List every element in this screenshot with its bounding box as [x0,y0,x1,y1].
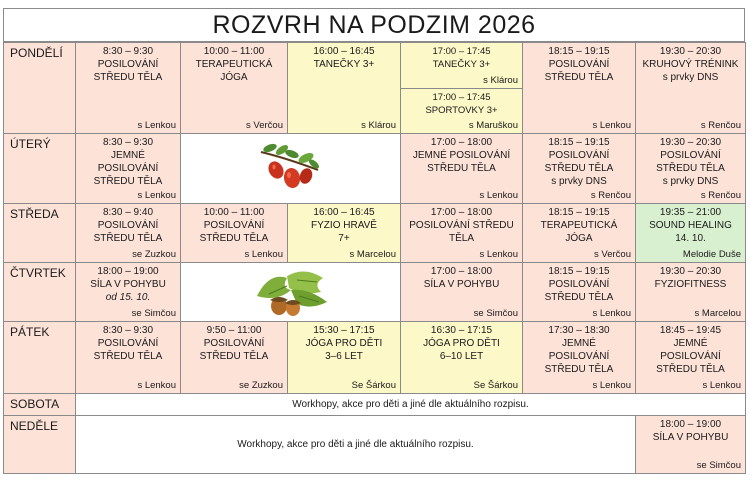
schedule-title: ROZVRH NA PODZIM 2026 [3,8,745,42]
class-name: s prvky DNS [662,176,719,187]
class-time: 8:30 – 9:40 [102,207,154,218]
class-instructor: s Lenkou [479,249,518,260]
class-name: STŘEDU TĚLA [544,72,614,83]
day-saturday: SOBOTA [4,394,76,416]
class-name: POSILOVÁNÍ [548,351,610,362]
oak-leaves-acorns-icon [247,266,335,318]
class-time: 15:30 – 17:15 [313,325,375,336]
row-sunday [4,416,746,474]
class-instructor: s Lenkou [244,249,283,260]
class-instructor: se Zuzkou [239,380,283,391]
class-time: 10:00 – 11:00 [203,46,265,57]
class-name: TANEČKY 3+ [432,59,491,70]
class-cell [181,43,288,134]
schedule-sheet [3,8,745,488]
class-time: 17:00 – 18:00 [430,137,493,148]
class-name: POSILOVÁNÍ [203,220,265,231]
class-name: JÓGA PRO DĚTI [305,338,383,349]
class-name: TĚLA [448,233,474,244]
class-instructor: s Klárou [361,120,396,131]
class-instructor: s Maruškou [468,120,518,131]
class-name: JÓGA [565,233,593,244]
class-name: TANEČKY 3+ [313,59,375,70]
class-name: 3–6 LET [325,351,363,362]
class-instructor: s Renčou [700,120,741,131]
row-monday [4,43,746,89]
class-time: 18:15 – 19:15 [548,137,610,148]
class-time: 18:15 – 19:15 [548,266,610,277]
class-cell [636,263,746,322]
day-tuesday: ÚTERÝ [4,134,76,204]
class-name: STŘEDU TĚLA [544,292,614,303]
class-name: STŘEDU TĚLA [656,364,725,375]
class-time: 10:00 – 11:00 [203,207,265,218]
class-cell [401,89,523,134]
class-time: 8:30 – 9:30 [102,46,154,57]
sunday-note: Workhopy, akce pro děti a jiné dle aktuálního rozpisu. [76,416,636,474]
class-instructor: s Verčou [594,249,631,260]
row-saturday [4,394,746,416]
class-cell [523,204,636,263]
class-cell [523,134,636,204]
class-time: 17:00 – 17:45 [432,46,491,57]
class-time: 17:00 – 18:00 [430,266,493,277]
class-cell [288,204,401,263]
class-instructor: s Verčou [246,120,283,131]
class-cell [636,322,746,394]
class-cell [401,322,523,394]
class-name: FYZIOFITNESS [654,279,727,290]
class-instructor: se Simčou [473,308,518,319]
row-tuesday [4,134,746,204]
class-cell [401,263,523,322]
class-name: SÍLA V POHYBU [90,279,166,290]
class-instructor: se Simčou [131,308,176,319]
row-thursday [4,263,746,322]
class-note: od 15. 10. [105,292,151,303]
class-cell [76,134,181,204]
class-cell [288,322,401,394]
class-cell [288,43,401,134]
class-name: POSILOVÁNÍ [97,59,159,70]
class-instructor: Se Šárkou [351,380,396,391]
class-instructor: s Marcelou [694,308,741,319]
class-instructor: Se Šárkou [473,380,518,391]
class-name: KRUHOVÝ TRÉNINK [642,59,739,70]
class-name: STŘEDU TĚLA [199,233,269,244]
class-cell [636,134,746,204]
class-cell [181,322,288,394]
class-name: 6–10 LET [439,351,484,362]
class-cell [401,43,523,89]
class-name: POSILOVÁNÍ [548,150,610,161]
class-time: 18:00 – 19:00 [97,266,159,277]
class-name: JEMNÉ [673,338,708,349]
class-name: JÓGA PRO DĚTI [423,338,500,349]
class-cell [523,322,636,394]
class-cell [76,43,181,134]
class-name: POSILOVÁNÍ [548,279,610,290]
class-time: 16:30 – 17:15 [430,325,493,336]
class-instructor: s Lenkou [137,380,176,391]
day-monday: PONDĚLÍ [4,43,76,134]
day-wednesday: STŘEDA [4,204,76,263]
class-cell [523,43,636,134]
class-cell [181,204,288,263]
class-time: 19:30 – 20:30 [659,137,722,148]
class-name: STŘEDU TĚLA [427,163,496,174]
class-cell [401,134,523,204]
class-name: STŘEDU TĚLA [199,351,269,362]
class-name: JEMNÉ POSILOVÁNÍ [412,150,511,161]
class-time: 18:15 – 19:15 [548,46,610,57]
class-time: 19:30 – 20:30 [659,46,722,57]
class-name: JEMNÉ [562,338,596,349]
class-cell [636,416,746,474]
class-name: JÓGA [220,72,248,83]
class-time: 18:15 – 19:15 [548,207,610,218]
class-name: POSILOVÁNÍ [660,351,721,362]
class-time: 17:00 – 18:00 [430,207,493,218]
class-time: 17:30 – 18:30 [548,325,610,336]
class-name: TERAPEUTICKÁ [540,220,618,231]
class-name: JEMNÉ [111,150,145,161]
class-name: TERAPEUTICKÁ [195,59,273,70]
class-cell [523,263,636,322]
class-name: FYZIO HRAVĚ [311,220,377,231]
class-name: 7+ [338,233,350,244]
row-friday [4,322,746,394]
class-name: s prvky DNS [551,176,607,187]
class-time: 8:30 – 9:30 [102,325,154,336]
class-name: SOUND HEALING [649,220,732,231]
class-name: POSILOVÁNÍ STŘEDU [409,220,514,231]
class-cell [76,322,181,394]
class-instructor: s Lenkou [592,380,631,391]
class-instructor: s Marcelou [349,249,396,260]
class-name: SÍLA V POHYBU [423,279,500,290]
class-time: 9:50 – 11:00 [206,325,262,336]
day-sunday: NEDĚLE [4,416,76,474]
decoration-cell [181,134,401,204]
class-name: POSILOVÁNÍ [548,59,610,70]
class-cell [76,263,181,322]
class-name: STŘEDU TĚLA [93,351,163,362]
class-instructor: se Simčou [696,460,741,471]
class-cell [636,43,746,134]
class-time: 8:30 – 9:30 [102,137,154,148]
row-wednesday [4,204,746,263]
class-instructor: s Renčou [700,190,741,201]
class-name: SÍLA V POHYBU [652,432,729,443]
class-name: STŘEDU TĚLA [93,233,163,244]
decoration-cell [181,263,401,322]
saturday-note: Workhopy, akce pro děti a jiné dle aktuálního rozpisu. [76,394,746,416]
class-name: STŘEDU TĚLA [656,163,725,174]
class-instructor: s Lenkou [479,190,518,201]
class-cell [401,204,523,263]
class-instructor: s Lenkou [137,190,176,201]
class-instructor: s Lenkou [592,308,631,319]
day-thursday: ČTVRTEK [4,263,76,322]
class-time: 19:35 – 21:00 [659,207,722,218]
class-name: POSILOVÁNÍ [203,338,265,349]
day-friday: PÁTEK [4,322,76,394]
class-instructor: s Lenkou [702,380,741,391]
class-name: POSILOVÁNÍ [97,338,159,349]
class-name: 14. 10. [675,233,706,244]
class-name: STŘEDU TĚLA [544,163,614,174]
class-instructor: s Lenkou [592,120,631,131]
class-time: 17:00 – 17:45 [432,92,491,103]
class-name: POSILOVÁNÍ [97,163,159,174]
class-name: POSILOVÁNÍ [97,220,159,231]
schedule-table [3,42,746,474]
class-time: 19:30 – 20:30 [659,266,722,277]
class-name: s prvky DNS [662,72,719,83]
class-time: 16:00 – 16:45 [313,207,375,218]
class-cell [76,204,181,263]
class-name: SPORTOVKY 3+ [425,105,498,116]
class-name: STŘEDU TĚLA [93,72,163,83]
class-name: STŘEDU TĚLA [93,176,163,187]
class-cell [636,204,746,263]
class-name: STŘEDU TĚLA [544,364,614,375]
class-instructor: s Renčou [590,190,631,201]
class-time: 16:00 – 16:45 [313,46,375,57]
class-time: 18:00 – 19:00 [659,419,722,430]
class-name: POSILOVÁNÍ [660,150,721,161]
class-instructor: se Zuzkou [132,249,176,260]
class-instructor: s Lenkou [137,120,176,131]
rosehip-branch-icon [256,140,326,198]
class-time: 18:45 – 19:45 [659,325,722,336]
class-instructor: s Klárou [483,75,518,86]
class-instructor: Melodie Duše [682,249,741,260]
